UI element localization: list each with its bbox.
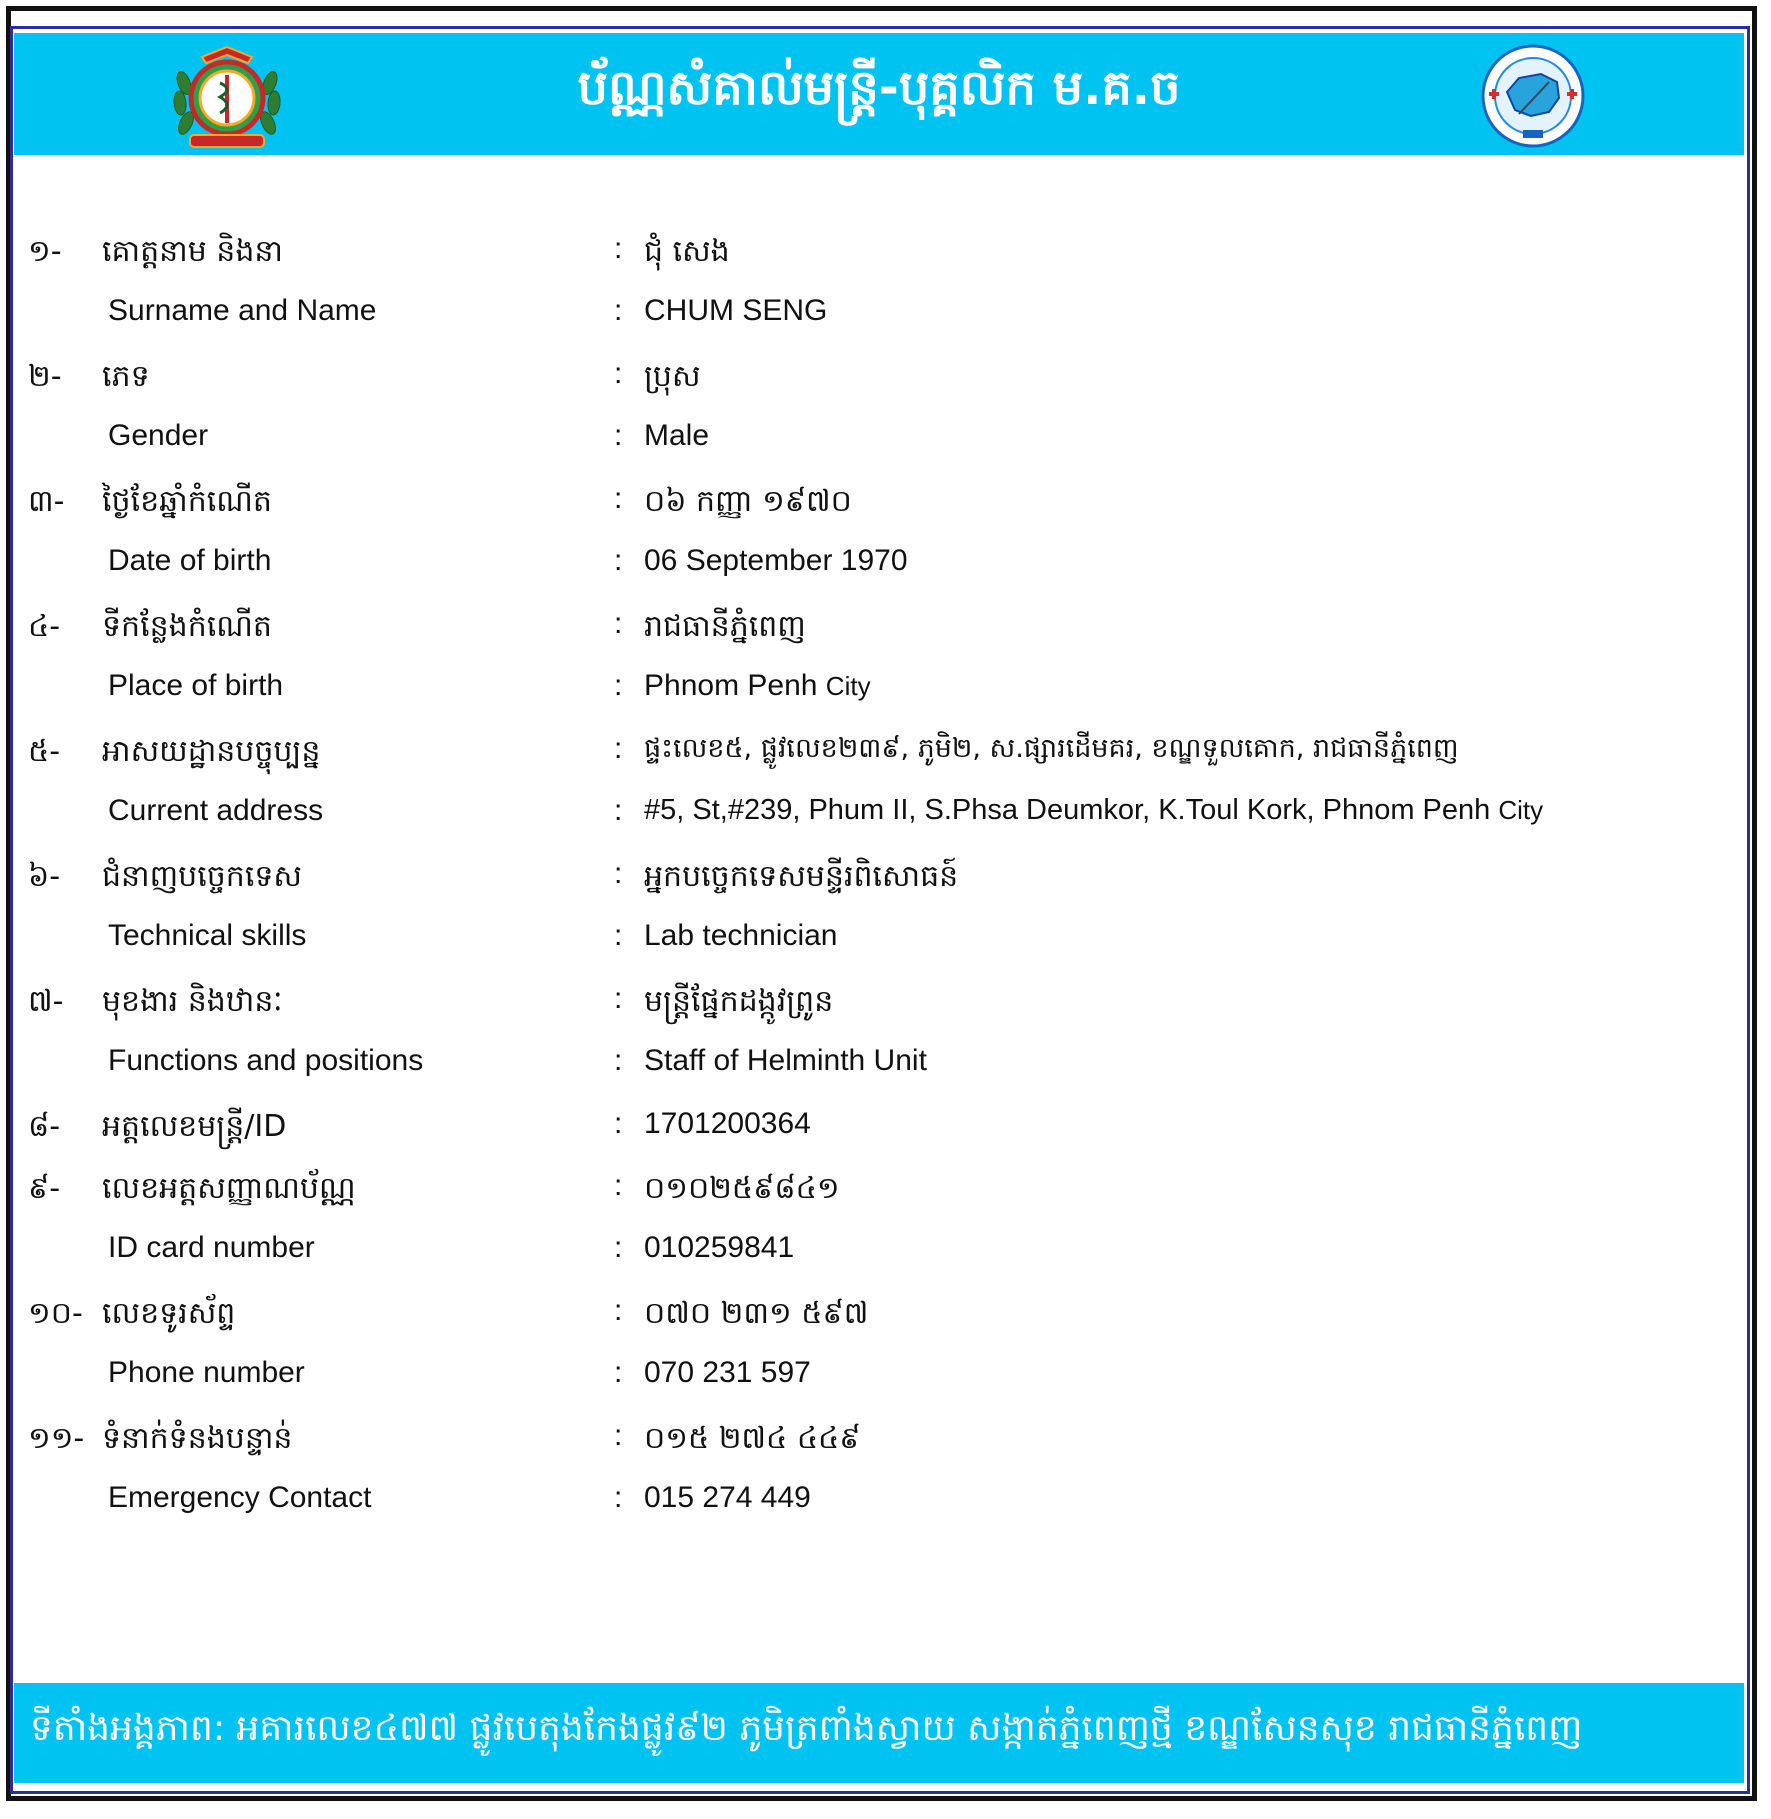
- row-phone-kh: [14, 1294, 1744, 1356]
- field-label: លេខអត្តសញ្ញាណប័ណ្ណ: [102, 1171, 356, 1206]
- field-value: CHUM SENG: [644, 294, 828, 327]
- field-label: ភេទ: [102, 359, 150, 394]
- field-label: ID card number: [108, 1231, 315, 1264]
- row-staff-id: [14, 1107, 1744, 1169]
- field-value: Lab technician: [644, 919, 838, 952]
- field-value: ០៦ កញ្ញា ១៩៧០: [644, 484, 852, 519]
- row-idcard-en: [14, 1231, 1744, 1294]
- row-address-en: [14, 794, 1744, 857]
- row-phone-en: [14, 1356, 1744, 1419]
- colon: :: [614, 732, 623, 765]
- row-number: ៥-: [28, 734, 61, 769]
- field-label: Technical skills: [108, 919, 307, 952]
- field-value: 015 274 449: [644, 1481, 811, 1514]
- row-skills-en: [14, 919, 1744, 982]
- field-label: Gender: [108, 419, 209, 452]
- field-label: មុខងារ និងឋានៈ: [102, 984, 283, 1019]
- row-number: ៧-: [28, 984, 64, 1019]
- row-number: ៨-: [28, 1109, 61, 1144]
- row-emergency-en: [14, 1481, 1744, 1544]
- colon: :: [614, 982, 623, 1015]
- field-label: លេខទូរស័ព្ទ: [102, 1296, 236, 1331]
- field-value: ០១៥ ២៧៤ ៤៤៩: [644, 1421, 861, 1456]
- row-idcard-kh: [14, 1169, 1744, 1231]
- colon: :: [614, 919, 623, 952]
- field-value: អ្នកបច្ចេកទេសមន្ទីរពិសោធន៍: [644, 859, 959, 894]
- row-number: ២-: [28, 359, 62, 394]
- field-label: Date of birth: [108, 544, 272, 577]
- row-name-en: [14, 294, 1744, 357]
- field-value: ០៧០ ២៣១ ៥៩៧: [644, 1296, 869, 1331]
- row-position-en: [14, 1044, 1744, 1107]
- row-skills-kh: [14, 857, 1744, 919]
- row-number: ១០-: [28, 1296, 83, 1331]
- row-number: ១១-: [28, 1421, 85, 1456]
- field-value: ជុំ សេង: [644, 234, 730, 269]
- field-label: ទីកន្លែងកំណើត: [102, 609, 272, 644]
- colon: :: [614, 1294, 623, 1327]
- field-value-suffix: City: [1498, 795, 1544, 825]
- field-value: 06 September 1970: [644, 544, 908, 577]
- field-value-suffix: City: [825, 671, 871, 701]
- row-name-kh: [14, 232, 1744, 294]
- cnm-cambodia-map-logo-icon: [1479, 42, 1587, 150]
- colon: :: [614, 232, 623, 265]
- field-label: ទំនាក់ទំនងបន្ទាន់: [102, 1421, 293, 1456]
- colon: :: [614, 607, 623, 640]
- field-label: អត្តលេខមន្ត្រី/ID: [102, 1109, 287, 1144]
- field-value: Male: [644, 419, 710, 452]
- row-position-kh: [14, 982, 1744, 1044]
- field-value: ០១០២៥៩៨៤១: [644, 1171, 840, 1206]
- row-gender-kh: [14, 357, 1744, 419]
- colon: :: [614, 1107, 623, 1140]
- card-title: ប័ណ្ណសំគាល់មន្ត្រី-បុគ្គលិក ម.គ.ច: [577, 60, 1181, 116]
- field-label: គោត្តនាម និងនា: [102, 234, 283, 269]
- footer-banner: [14, 1683, 1744, 1783]
- field-value-main: #5, St,#239, Phum II, S.Phsa Deumkor, K.Toul Kork, Phnom Penh: [644, 794, 1491, 826]
- field-value: រាជធានីភ្នំពេញ: [644, 609, 806, 644]
- field-value: Staff of Helminth Unit: [644, 1044, 927, 1077]
- field-value: មន្ត្រីផ្នែកដង្កូវព្រូន: [644, 984, 834, 1019]
- colon: :: [614, 794, 623, 827]
- field-value: ប្រុស: [644, 359, 701, 394]
- field-label: ជំនាញបច្ចេកទេស: [102, 859, 302, 894]
- colon: :: [614, 669, 623, 702]
- field-label: Surname and Name: [108, 294, 377, 327]
- colon: :: [614, 419, 623, 452]
- row-emergency-kh: [14, 1419, 1744, 1481]
- row-number: ៣-: [28, 484, 65, 519]
- field-label: Place of birth: [108, 669, 284, 702]
- unit-location-text: ទីតាំងអង្គភាព: អគារលេខ៤៧៧ ផ្លូវបេតុងកែងផ្លូវ៩២ ភូមិត្រពាំងស្វាយ សង្កាត់ភ្នំពេញថ្មី ខណ្ឌសែនសុខ រាជធានីភ្នំពេញ: [30, 1708, 1583, 1749]
- field-value: 070 231 597: [644, 1356, 811, 1389]
- colon: :: [614, 294, 623, 327]
- row-dob-en: [14, 544, 1744, 607]
- colon: :: [614, 1044, 623, 1077]
- row-gender-en: [14, 419, 1744, 482]
- colon: :: [614, 357, 623, 390]
- field-value: 1701200364: [644, 1107, 811, 1140]
- field-value: 010259841: [644, 1231, 795, 1264]
- row-number: ៦-: [28, 859, 61, 894]
- colon: :: [614, 1481, 623, 1514]
- row-pob-kh: [14, 607, 1744, 669]
- field-label: អាសយដ្ឋានបច្ចុប្បន្ន: [102, 734, 321, 769]
- colon: :: [614, 1356, 623, 1389]
- row-address-kh: [14, 732, 1744, 794]
- colon: :: [614, 857, 623, 890]
- row-number: ១-: [28, 234, 62, 269]
- field-value: ផ្ទះលេខ៥, ផ្លូវលេខ២៣៩, ភូមិ២, ស.ផ្សារដើមគរ, ខណ្ឌទួលគោក, រាជធានីភ្នំពេញ: [644, 733, 1459, 764]
- field-label: Functions and positions: [108, 1044, 424, 1077]
- row-pob-en: [14, 669, 1744, 732]
- row-number: ៤-: [28, 609, 61, 644]
- info-rows: [14, 232, 1744, 1544]
- field-value: [644, 669, 871, 703]
- field-label: Current address: [108, 794, 324, 827]
- header-banner: [14, 33, 1744, 155]
- row-number: ៩-: [28, 1171, 61, 1206]
- row-dob-kh: [14, 482, 1744, 544]
- field-value: [644, 794, 1543, 827]
- colon: :: [614, 544, 623, 577]
- field-value-main: Phnom Penh: [644, 669, 818, 702]
- field-label: ថ្ងៃខែឆ្នាំកំណើត: [102, 484, 272, 519]
- colon: :: [614, 1419, 623, 1452]
- field-label: Emergency Contact: [108, 1481, 372, 1514]
- colon: :: [614, 1231, 623, 1264]
- colon: :: [614, 482, 623, 515]
- colon: :: [614, 1169, 623, 1202]
- field-label: Phone number: [108, 1356, 305, 1389]
